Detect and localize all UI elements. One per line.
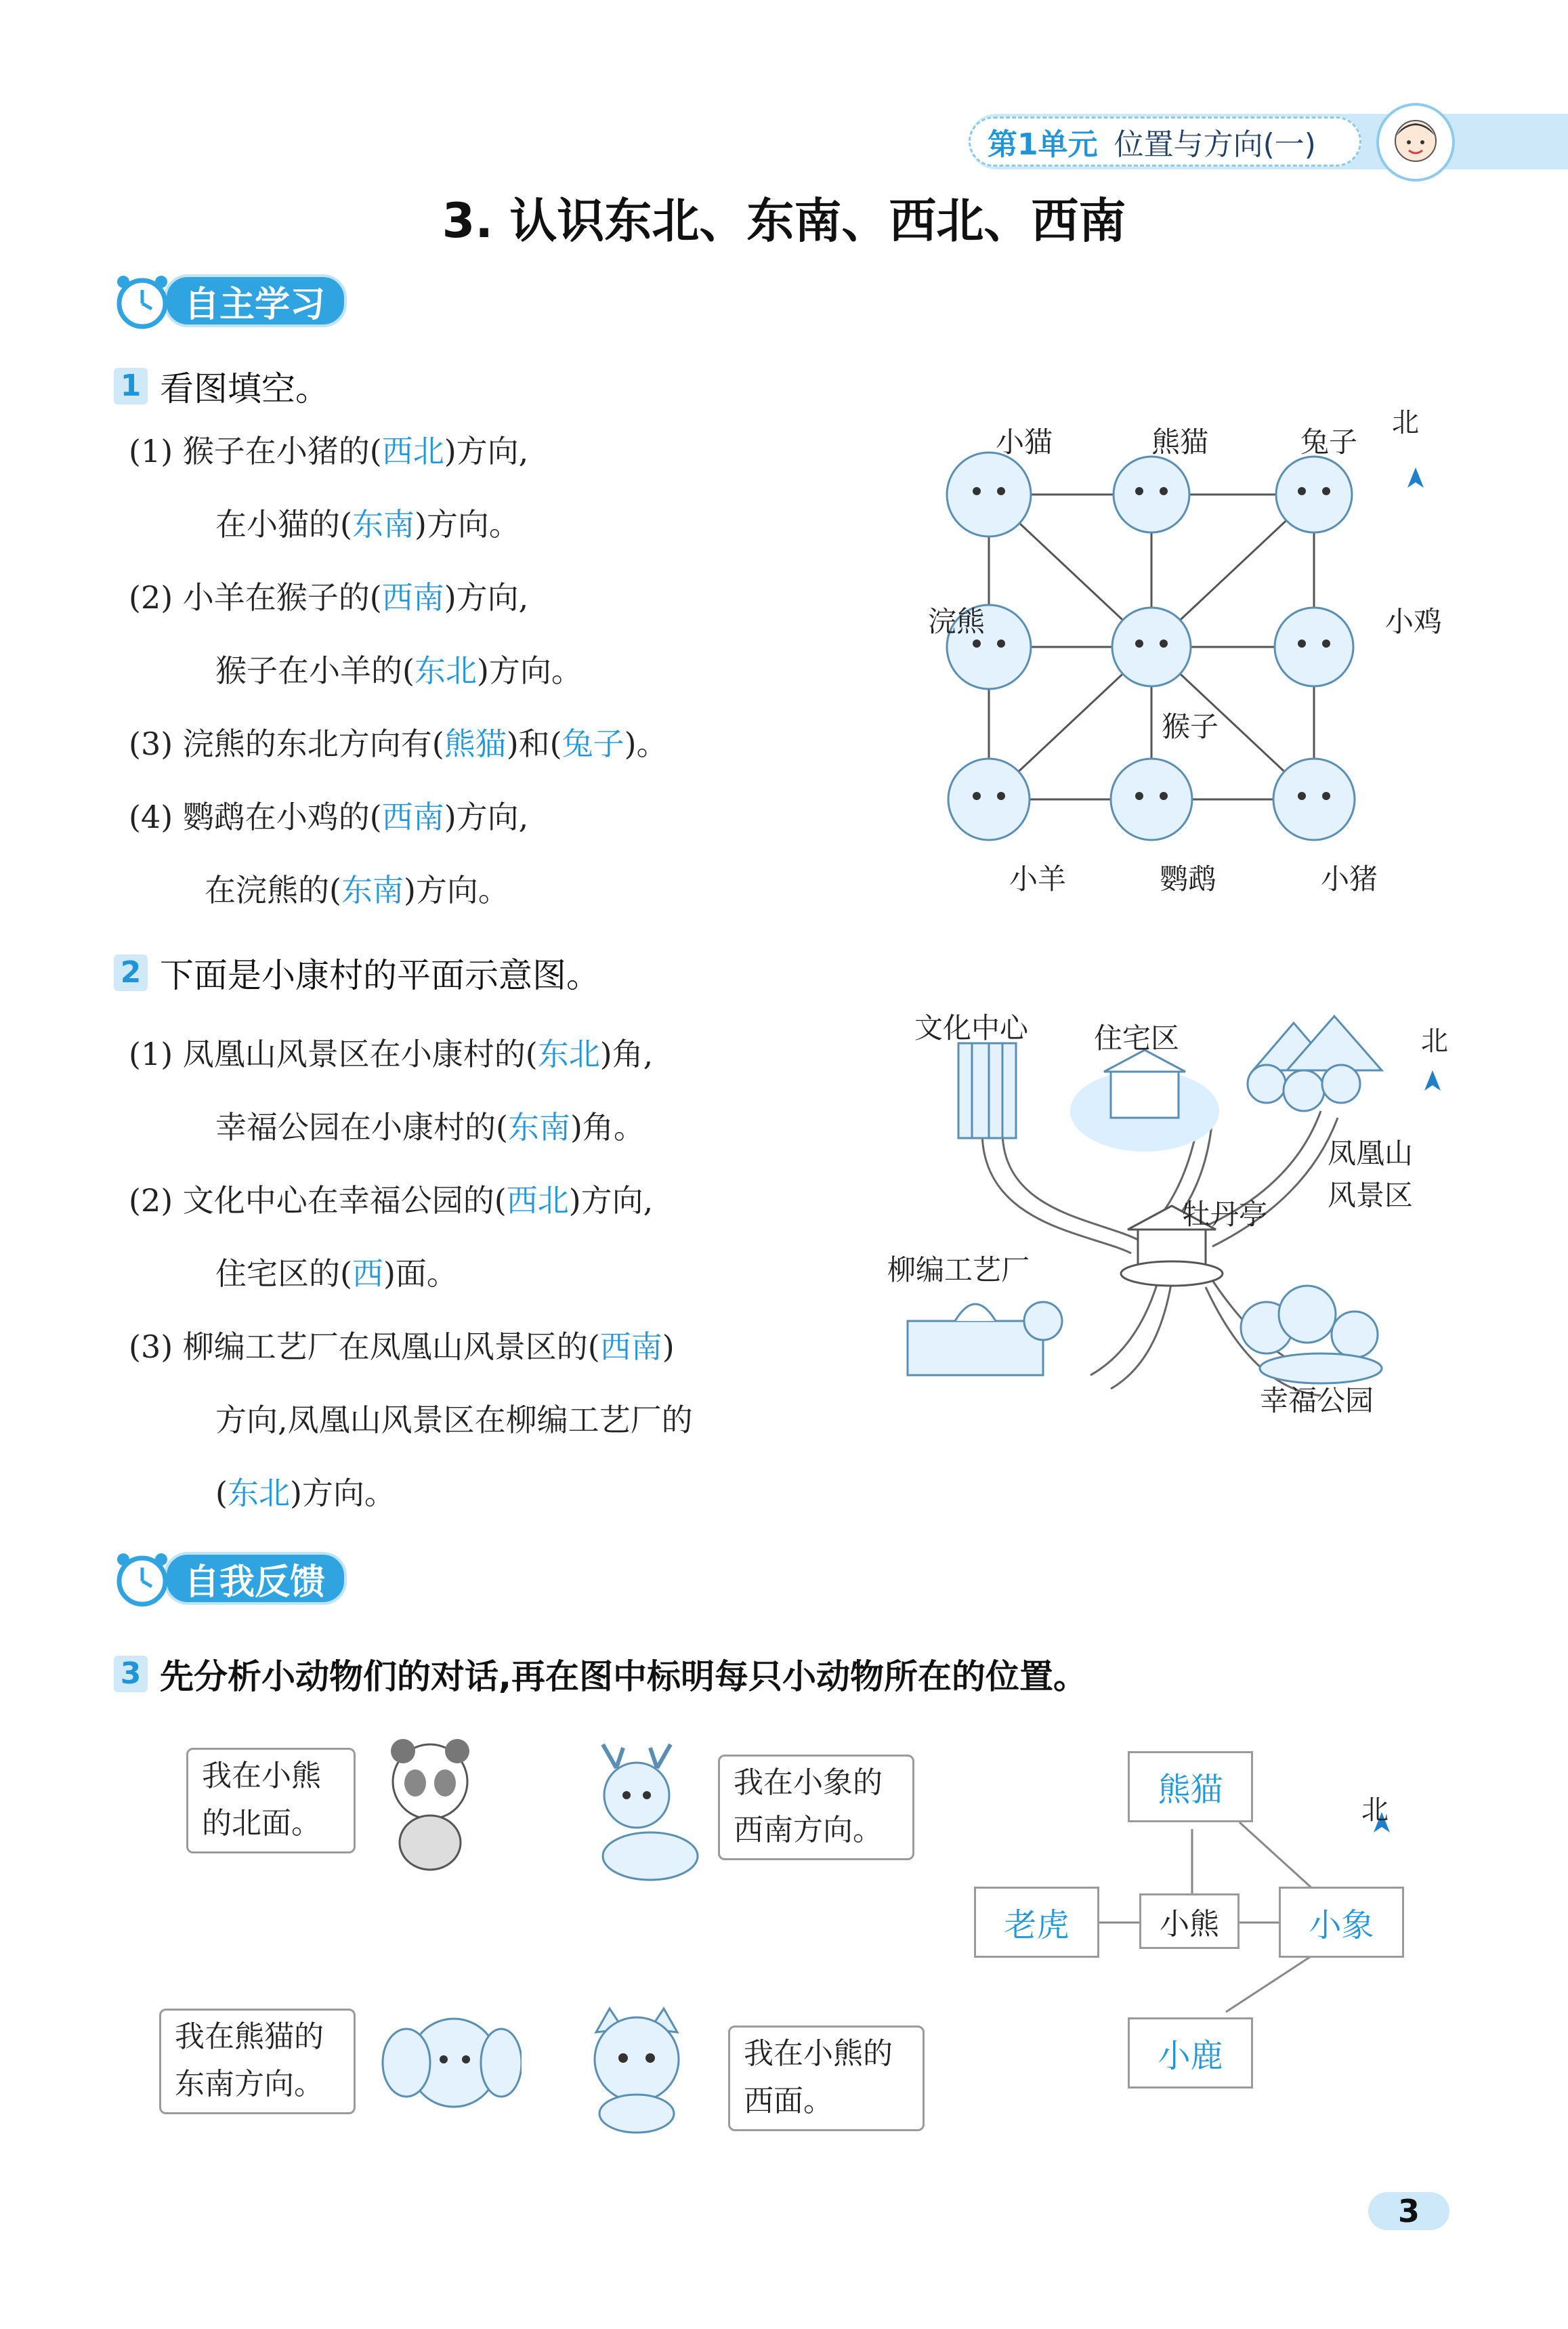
section-title: 自主学习 bbox=[164, 274, 347, 327]
q1-line: 在小猫的(东南)方向。 bbox=[215, 506, 520, 543]
question-text: 下面是小康村的平面示意图。 bbox=[160, 956, 600, 995]
question-3-title bbox=[114, 1650, 1087, 1698]
answer: 东南 bbox=[352, 506, 415, 543]
q2-line: (1) 凤凰山风景区在小康村的(东北)角, bbox=[129, 1036, 654, 1072]
section-self-study bbox=[114, 274, 347, 328]
place-label: 凤凰山 bbox=[1328, 1137, 1414, 1170]
answer: 西北 bbox=[381, 433, 444, 469]
parrot-icon bbox=[1111, 759, 1192, 840]
answer: 东南 bbox=[507, 1109, 570, 1146]
unit-topic: 位置与方向(一) bbox=[1114, 127, 1316, 162]
unit-label bbox=[969, 117, 1361, 167]
q1-answers bbox=[129, 427, 668, 939]
question-number: 3 bbox=[114, 1656, 148, 1692]
animal-label: 浣熊 bbox=[928, 605, 986, 638]
north-label: 北 bbox=[1392, 407, 1419, 438]
q1-line: 猴子在小羊的(东北)方向。 bbox=[215, 652, 582, 689]
map-box-tiger: 老虎 bbox=[974, 1887, 1099, 1958]
animal-label: 猴子 bbox=[1162, 710, 1219, 743]
question-text: 看图填空。 bbox=[160, 369, 329, 408]
park-icon bbox=[1241, 1286, 1382, 1383]
map-box-panda: 熊猫 bbox=[1128, 1751, 1253, 1822]
residential-icon bbox=[1070, 1050, 1219, 1152]
animal-label: 鹦鹉 bbox=[1160, 862, 1217, 896]
answer: 东北 bbox=[227, 1475, 290, 1511]
north-arrow-icon bbox=[1424, 1070, 1441, 1091]
question-text: 先分析小动物们的对话,再在图中标明每只小动物所在的位置。 bbox=[160, 1657, 1087, 1696]
animal-label: 兔子 bbox=[1300, 425, 1358, 459]
section-title: 自我反馈 bbox=[164, 1552, 347, 1605]
q1-line: (3) 浣熊的东北方向有(熊猫)和(兔子)。 bbox=[129, 726, 668, 762]
place-label: 牡丹亭 bbox=[1182, 1198, 1268, 1231]
animal-label: 小鸡 bbox=[1385, 605, 1443, 638]
q1-line: 在浣熊的(东南)方向。 bbox=[205, 872, 509, 908]
answer: 兔子 bbox=[561, 726, 624, 762]
q1-line: (1) 猴子在小猪的(西北)方向, bbox=[129, 433, 529, 469]
place-label: 文化中心 bbox=[914, 1011, 1029, 1045]
monkey-icon bbox=[1112, 608, 1191, 686]
mountain-scenic-icon bbox=[1248, 1016, 1382, 1111]
animal-label: 熊猫 bbox=[1151, 425, 1209, 459]
answer: 东北 bbox=[414, 652, 477, 689]
north-label: 北 bbox=[1361, 1795, 1389, 1826]
answer: 西南 bbox=[381, 799, 444, 835]
q2-line: 方向,凤凰山风景区在柳编工艺厂的 bbox=[215, 1402, 693, 1438]
rabbit-icon bbox=[1276, 457, 1352, 532]
chick-icon bbox=[1275, 608, 1353, 686]
answer: 西南 bbox=[381, 579, 444, 616]
speech-bubble-tiger: 我在小熊的 西面。 bbox=[728, 2026, 925, 2131]
alarm-clock-icon bbox=[114, 272, 171, 329]
speech-bubble-bear: 我在小熊 的北面。 bbox=[186, 1748, 356, 1853]
cat-icon bbox=[947, 453, 1031, 537]
alarm-clock-icon bbox=[114, 1550, 171, 1607]
north-arrow-icon bbox=[1407, 467, 1424, 488]
unit-number: 第1单元 bbox=[988, 127, 1098, 162]
factory-icon bbox=[908, 1302, 1062, 1375]
animal-label: 小猪 bbox=[1321, 862, 1378, 896]
question-1-title bbox=[114, 362, 329, 411]
q1-line: (2) 小羊在猴子的(西南)方向, bbox=[129, 579, 529, 616]
page-number: 3 bbox=[1368, 2192, 1449, 2230]
speech-bubble-deer: 我在小象的 西南方向。 bbox=[718, 1755, 914, 1860]
culture-center-icon bbox=[958, 1043, 1016, 1138]
section-feedback bbox=[114, 1551, 347, 1606]
answer: 东北 bbox=[537, 1036, 600, 1072]
tiger-icon bbox=[569, 2005, 704, 2134]
answer: 东南 bbox=[341, 872, 404, 908]
q2-line: (东北)方向。 bbox=[215, 1475, 396, 1511]
question-number: 1 bbox=[114, 368, 148, 404]
map-box-deer: 小鹿 bbox=[1128, 2017, 1253, 2089]
place-label: 风景区 bbox=[1328, 1179, 1414, 1212]
map-box-bear: 小熊 bbox=[1139, 1893, 1239, 1949]
deer-icon bbox=[576, 1741, 704, 1883]
place-label: 住宅区 bbox=[1094, 1022, 1180, 1055]
answer: 西 bbox=[352, 1255, 383, 1292]
north-label: 北 bbox=[1421, 1026, 1448, 1057]
sheep-icon bbox=[948, 759, 1030, 840]
q2-line: 幸福公园在小康村的(东南)角。 bbox=[215, 1109, 645, 1146]
bear-icon bbox=[376, 1734, 484, 1876]
animal-label: 小猫 bbox=[996, 425, 1053, 459]
question-2-title bbox=[114, 948, 600, 997]
speech-bubble-elephant: 我在熊猫的 东南方向。 bbox=[159, 2009, 356, 2114]
place-label: 幸福公园 bbox=[1260, 1384, 1374, 1417]
place-label: 柳编工艺厂 bbox=[887, 1253, 1030, 1286]
panda-icon bbox=[1114, 457, 1189, 532]
animal-label: 小羊 bbox=[1009, 862, 1067, 896]
q2-line: (3) 柳编工艺厂在凤凰山风景区的(西南) bbox=[129, 1328, 675, 1365]
elephant-icon bbox=[379, 2009, 522, 2131]
answer: 西北 bbox=[506, 1182, 569, 1219]
q2-line: 住宅区的(西)面。 bbox=[215, 1255, 458, 1292]
boy-mascot-icon bbox=[1375, 102, 1456, 183]
page-title: 3. 认识东北、东南、西北、西南 bbox=[442, 193, 1126, 249]
q2-answers bbox=[129, 1030, 693, 1542]
map-box-elephant: 小象 bbox=[1279, 1887, 1404, 1958]
question-number: 2 bbox=[114, 954, 148, 991]
q2-line: (2) 文化中心在幸福公园的(西北)方向, bbox=[129, 1182, 654, 1219]
animal-grid-figure bbox=[901, 393, 1470, 908]
answer: 熊猫 bbox=[444, 726, 507, 762]
q1-line: (4) 鹦鹉在小鸡的(西南)方向, bbox=[129, 799, 529, 835]
pig-icon bbox=[1273, 759, 1355, 840]
answer: 西南 bbox=[599, 1328, 662, 1365]
